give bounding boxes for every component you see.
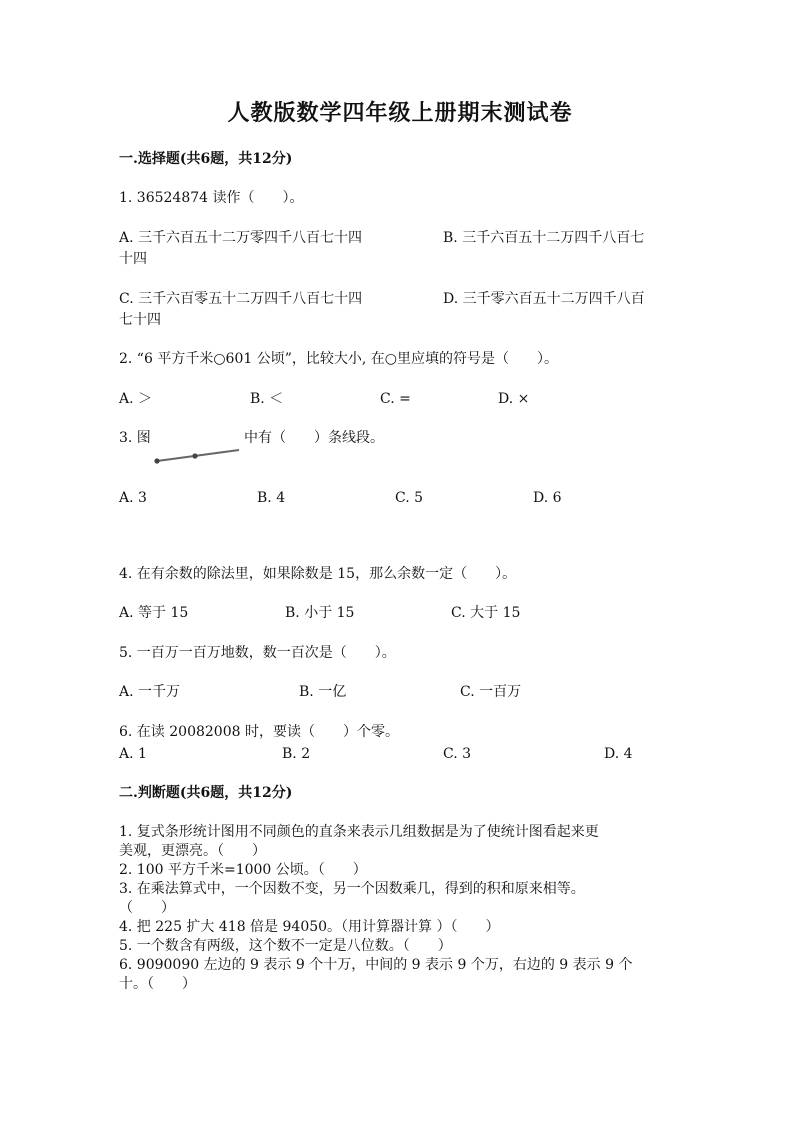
question-2-option-b: B. ＜ [250, 391, 284, 407]
judgement-line: 十。（ ） [119, 976, 196, 992]
question-1-option-d: D. 三千零六百五十二万四千八百 [443, 291, 645, 307]
question-5-option-b: B. 一亿 [299, 684, 347, 700]
question-3-option-a: A. 3 [119, 490, 147, 506]
segment-midpoint [192, 453, 197, 458]
question-1-option-b: B. 三千六百五十二万四千八百七 [443, 230, 645, 246]
question-2-option-d: D. × [498, 391, 530, 407]
question-2-stem: 2. “6 平方千米○601 公顷”，比较大小, 在○里应填的符号是（ ）。 [119, 351, 558, 367]
question-4-option-c: C. 大于 15 [451, 605, 521, 621]
judgement-line: 6. 9090090 左边的 9 表示 9 个十万，中间的 9 表示 9 个万，右边的 9 表示 9 个 [119, 957, 633, 973]
segment-endpoint [154, 458, 159, 463]
judgement-line: 3. 在乘法算式中，一个因数不变，另一个因数乘几，得到的积和原来相等。 [119, 881, 585, 897]
question-2-option-c: C. = [380, 391, 411, 407]
question-3-stem-prefix: 3. 图 [119, 430, 151, 446]
question-3-option-c: C. 5 [395, 490, 424, 506]
question-4-option-a: A. 等于 15 [119, 605, 189, 621]
question-1-option-c: C. 三千六百零五十二万四千八百七十四 [119, 291, 363, 307]
line-segment [157, 450, 239, 461]
judgement-line: （ ） [119, 900, 175, 916]
question-6-stem: 6. 在读 20082008 时，要读（ ）个零。 [119, 724, 399, 740]
question-6-option-d: D. 4 [604, 746, 633, 762]
question-3-stem-suffix: 中有（ ）条线段。 [244, 430, 384, 446]
judgement-questions [119, 823, 679, 994]
question-5-option-c: C. 一百万 [460, 684, 522, 700]
section-heading-judgement: 二.判断题(共6题，共12分) [119, 785, 293, 801]
question-3-option-d: D. 6 [533, 490, 562, 506]
question-6-option-a: A. 1 [119, 746, 147, 762]
question-4-option-b: B. 小于 15 [285, 605, 355, 621]
question-1-option-d-continued: 七十四 [119, 312, 161, 328]
judgement-line: 1. 复式条形统计图用不同颜色的直条来表示几组数据是为了使统计图看起来更 [119, 824, 599, 840]
question-6-option-c: C. 3 [443, 746, 472, 762]
judgement-line: 4. 把 225 扩大 418 倍是 94050。（用计算器计算 ）（ ） [119, 919, 500, 935]
question-2-option-a: A. ＞ [119, 391, 153, 407]
question-3-option-b: B. 4 [257, 490, 286, 506]
question-4-stem: 4. 在有余数的除法里，如果除数是 15，那么余数一定（ ）。 [119, 566, 517, 582]
page-title: 人教版数学四年级上册期末测试卷 [227, 100, 573, 126]
judgement-line: 5. 一个数含有两级，这个数不一定是八位数。（ ） [119, 938, 452, 954]
judgement-line: 美观，更漂亮。（ ） [119, 843, 266, 859]
question-1-option-a: A. 三千六百五十二万零四千八百七十四 [119, 230, 363, 246]
question-1-option-b-continued: 十四 [119, 251, 147, 267]
judgement-line: 2. 100 平方千米=1000 公顷。（ ） [119, 862, 367, 878]
question-1-stem: 1. 36524874 读作（ ）。 [119, 190, 304, 206]
question-6-option-b: B. 2 [282, 746, 311, 762]
question-5-option-a: A. 一千万 [119, 684, 181, 700]
line-segment-figure [150, 445, 246, 467]
section-heading-choice: 一.选择题(共6题，共12分) [119, 151, 293, 167]
question-5-stem: 5. 一百万一百万地数，数一百次是（ ）。 [119, 645, 396, 661]
